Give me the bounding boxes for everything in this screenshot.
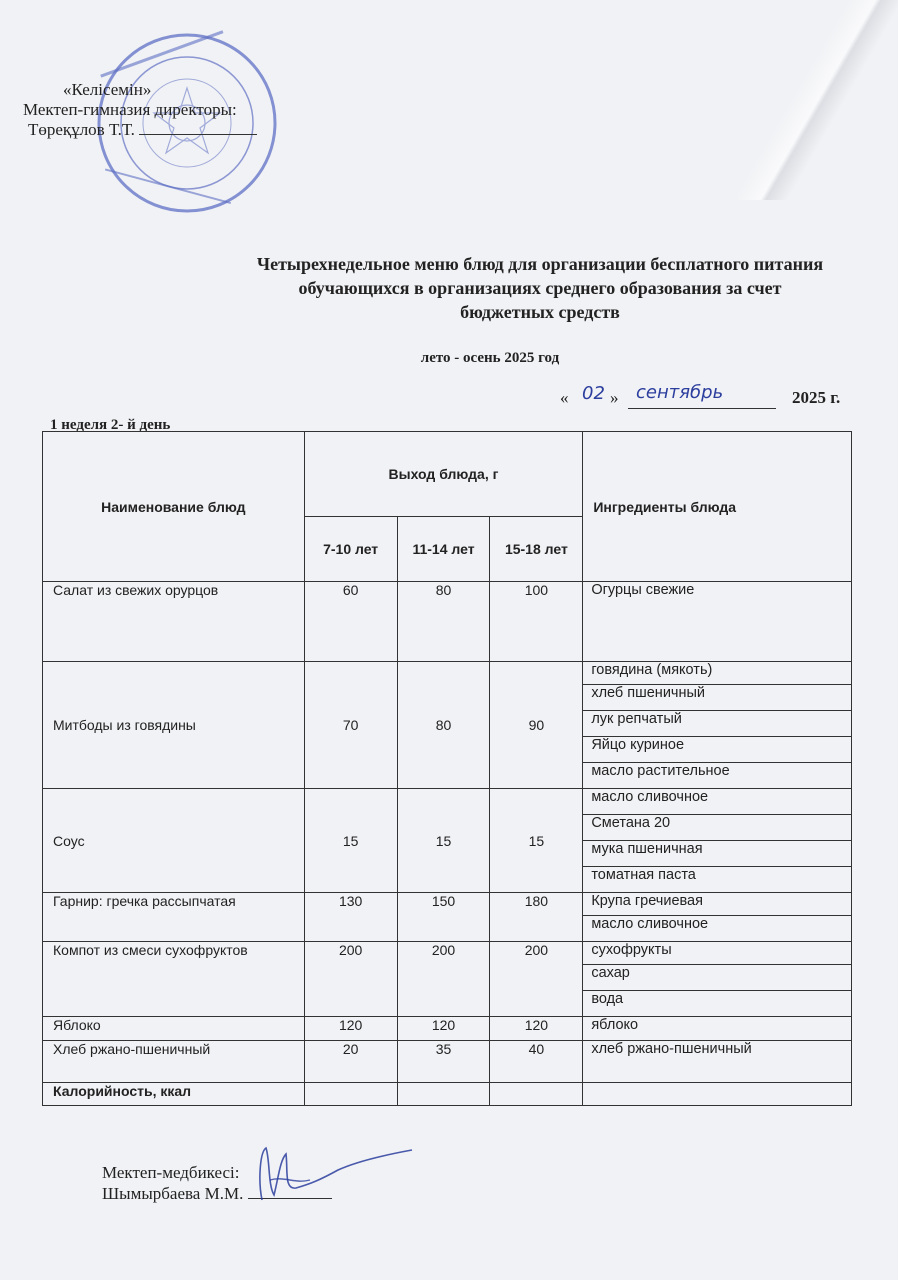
date-year: 2025 г. xyxy=(792,388,841,407)
table-row xyxy=(43,942,852,965)
portion-age-2: 150 xyxy=(397,893,490,942)
portion-age-2: 80 xyxy=(397,582,490,662)
date-underline xyxy=(628,408,776,409)
table-row xyxy=(43,662,852,685)
header-age-15-18: 15-18 лет xyxy=(490,517,583,582)
ingredient: лук репчатый xyxy=(583,711,852,737)
dish-name: Гарнир: гречка рассыпчатая xyxy=(43,893,305,942)
portion-age-2: 120 xyxy=(397,1017,490,1041)
header-dish: Наименование блюд xyxy=(43,432,305,582)
date-month: сентябрь xyxy=(636,382,724,403)
ingredient: сахар xyxy=(583,965,852,991)
season-label: лето - осень 2025 год xyxy=(420,350,560,366)
ingredient: сухофрукты xyxy=(583,942,852,965)
title-line-2: обучающихся в организациях среднего образования за счет xyxy=(298,278,782,298)
ingredient: говядина (мякоть) xyxy=(583,662,852,685)
portion-age-3: 90 xyxy=(490,662,583,789)
sheet-glare xyxy=(738,0,898,200)
portion-age-1: 200 xyxy=(304,942,397,1017)
ingredient: хлеб ржано-пшеничный xyxy=(583,1041,852,1083)
portion-age-3: 200 xyxy=(490,942,583,1017)
menu-table xyxy=(42,431,852,1106)
nurse-name: Шымырбаева М.М. xyxy=(102,1184,244,1203)
dish-name: Хлеб ржано-пшеничный xyxy=(43,1041,305,1083)
calorie-cell xyxy=(397,1083,490,1106)
portion-age-3: 180 xyxy=(490,893,583,942)
portion-age-3: 100 xyxy=(490,582,583,662)
title-line-1: Четырехнедельное меню блюд для организации бесплатного питания xyxy=(256,254,824,274)
portion-age-2: 15 xyxy=(397,789,490,893)
header-age-7-10: 7-10 лет xyxy=(304,517,397,582)
ingredient: масло растительное xyxy=(583,763,852,789)
menu-body xyxy=(43,582,852,1106)
portion-age-1: 130 xyxy=(304,893,397,942)
handwritten-signature xyxy=(240,1140,420,1210)
portion-age-2: 35 xyxy=(397,1041,490,1083)
calorie-row xyxy=(43,1083,852,1106)
ingredient: мука пшеничная xyxy=(583,841,852,867)
portion-age-1: 120 xyxy=(304,1017,397,1041)
portion-age-1: 20 xyxy=(304,1041,397,1083)
approval-signer xyxy=(18,120,288,140)
portion-age-3: 40 xyxy=(490,1041,583,1083)
ingredient: Огурцы свежие xyxy=(583,582,852,662)
portion-age-2: 200 xyxy=(397,942,490,1017)
date-open-quote: « xyxy=(560,388,569,407)
calorie-cell xyxy=(490,1083,583,1106)
ingredient: Крупа гречиевая xyxy=(583,893,852,916)
calorie-cell xyxy=(583,1083,852,1106)
signature-line xyxy=(139,120,257,135)
portion-age-1: 60 xyxy=(304,582,397,662)
header-ingredients: Ингредиенты блюда xyxy=(583,432,852,582)
portion-age-1: 15 xyxy=(304,789,397,893)
portion-age-2: 80 xyxy=(397,662,490,789)
dish-name: Салат из свежих орурцов xyxy=(43,582,305,662)
table-row xyxy=(43,1017,852,1041)
ingredient: вода xyxy=(583,991,852,1017)
ingredient: хлеб пшеничный xyxy=(583,685,852,711)
ingredient: масло сливочное xyxy=(583,789,852,815)
ingredient: масло сливочное xyxy=(583,916,852,942)
dish-name: Компот из смеси сухофруктов xyxy=(43,942,305,1017)
header-age-11-14: 11-14 лет xyxy=(397,517,490,582)
table-row xyxy=(43,582,852,662)
portion-age-3: 120 xyxy=(490,1017,583,1041)
table-row xyxy=(43,893,852,916)
approval-heading: «Келісемін» xyxy=(63,80,152,99)
week-day-label: 1 неделя 2- й день xyxy=(50,417,171,433)
calorie-cell xyxy=(304,1083,397,1106)
table-row xyxy=(43,1041,852,1083)
page-title xyxy=(190,252,890,324)
header-output: Выход блюда, г xyxy=(304,432,583,517)
portion-age-1: 70 xyxy=(304,662,397,789)
ingredient: яблоко xyxy=(583,1017,852,1041)
dish-name: Соус xyxy=(43,789,305,893)
portion-age-3: 15 xyxy=(490,789,583,893)
ingredient: Яйцо куриное xyxy=(583,737,852,763)
dish-name: Яблоко xyxy=(43,1017,305,1041)
approval-signer-name: Төреқұлов Т.Т. xyxy=(28,120,135,139)
title-line-3: бюджетных средств xyxy=(460,302,620,322)
nurse-position: Мектеп-медбикесі: xyxy=(102,1163,240,1182)
table-row xyxy=(43,789,852,815)
ingredient: томатная паста xyxy=(583,867,852,893)
approval-block xyxy=(18,80,288,140)
calorie-label: Калорийность, ккал xyxy=(43,1083,305,1106)
dish-name: Митбоды из говядины xyxy=(43,662,305,789)
date-day: 02 xyxy=(582,383,605,404)
approval-position: Мектеп-гимназия директоры: xyxy=(23,100,237,119)
ingredient: Сметана 20 xyxy=(583,815,852,841)
date-line xyxy=(560,382,860,411)
date-close-quote: » xyxy=(610,388,619,407)
